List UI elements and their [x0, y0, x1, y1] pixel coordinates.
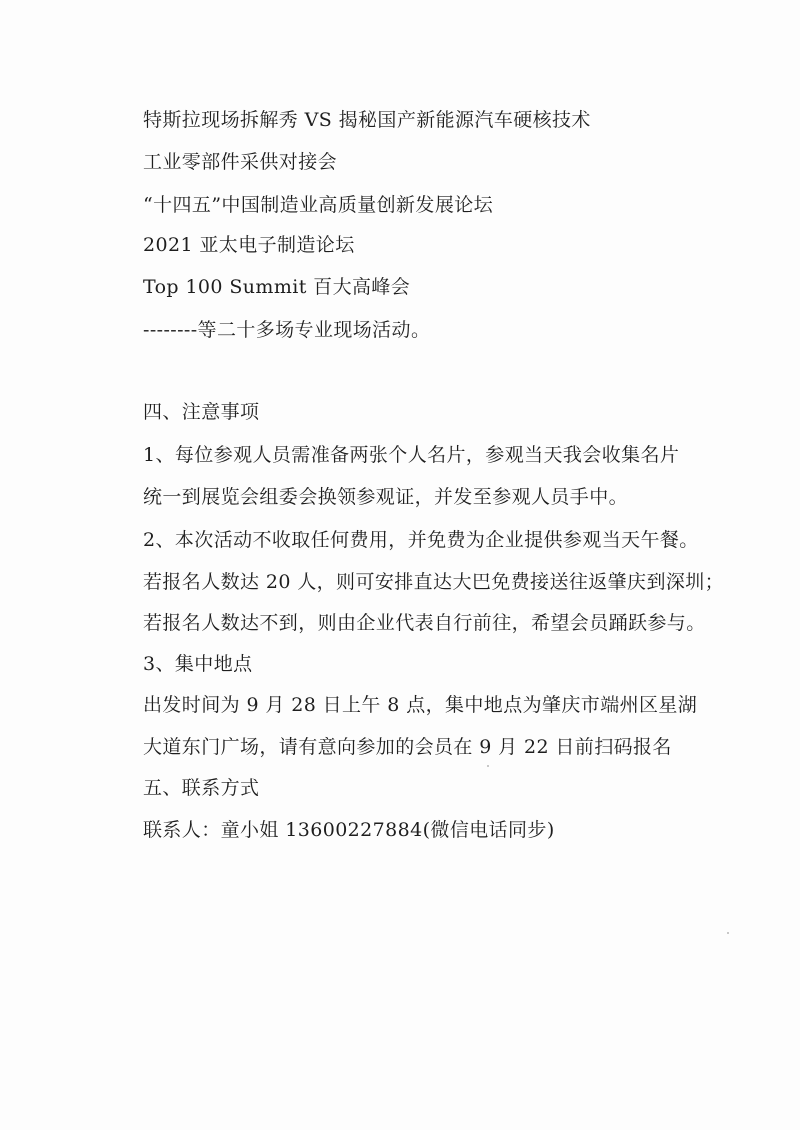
scan-speck [487, 765, 489, 767]
note-item-1-line: 统一到展览会组委会换领参观证，并发至参观人员手中。 [143, 486, 629, 508]
activity-item: 工业零部件采供对接会 [143, 151, 338, 173]
activity-summary: --------等二十多场专业现场活动。 [143, 319, 431, 341]
note-item-2-line: 2、本次活动不收取任何费用，并免费为企业提供参观当天午餐。 [143, 529, 699, 551]
activity-item: 2021 亚太电子制造论坛 [143, 234, 355, 256]
section-heading-notes: 四、注意事项 [143, 401, 260, 423]
note-item-3-line: 出发时间为 9 月 28 日上午 8 点，集中地点为肇庆市端州区星湖 [143, 694, 698, 716]
activity-item: “十四五”中国制造业高质量创新发展论坛 [143, 194, 494, 216]
note-item-3-line: 大道东门广场，请有意向参加的会员在 9 月 22 日前扫码报名 [143, 736, 672, 758]
scan-speck [727, 932, 729, 934]
note-item-1-line: 1、每位参观人员需准备两张个人名片，参观当天我会收集名片 [143, 444, 680, 466]
note-item-2-line: 若报名人数达不到，则由企业代表自行前往，希望会员踊跃参与。 [143, 612, 706, 634]
note-item-3-heading: 3、集中地点 [143, 653, 253, 675]
note-item-2-line: 若报名人数达 20 人，则可安排直达大巴免费接送往返肇庆到深圳； [143, 571, 725, 593]
contact-line: 联系人：童小姐 13600227884(微信电话同步) [143, 819, 555, 841]
activity-item: 特斯拉现场拆解秀 VS 揭秘国产新能源汽车硬核技术 [143, 109, 591, 131]
section-heading-contact: 五、联系方式 [143, 777, 260, 799]
activity-item: Top 100 Summit 百大高峰会 [143, 276, 411, 298]
